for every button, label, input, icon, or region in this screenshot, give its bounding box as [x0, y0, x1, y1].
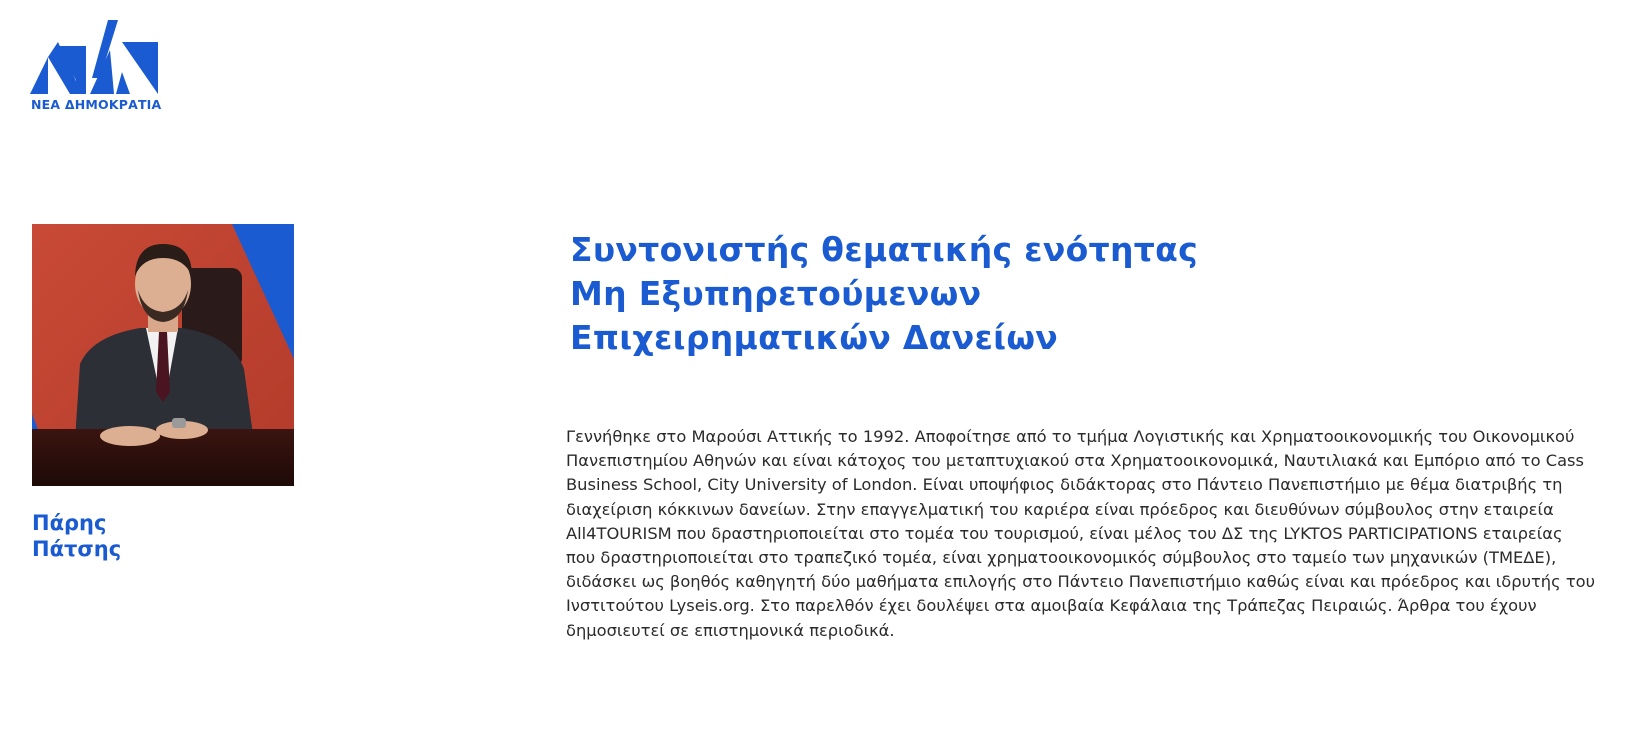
nea-dimokratia-logo[interactable] — [30, 20, 170, 120]
portrait-photo-icon — [32, 224, 294, 486]
role-title-line-1: Συντονιστής θεματικής ενότητας — [570, 230, 1198, 269]
nd-logo-icon — [30, 20, 170, 100]
person-last-name: Πάτσης — [32, 537, 122, 561]
role-title-line-3: Επιχειρηματικών Δανείων — [570, 318, 1059, 357]
profile-photo — [32, 224, 294, 486]
logo-wordmark: ΝΕΑ ΔΗΜΟΚΡΑΤΙΑ — [31, 97, 162, 112]
biography-text: Γεννήθηκε στο Μαρούσι Αττικής το 1992. Αποφοίτησε από το τμήμα Λογιστικής και Χρηματοοικονομικής του Οικονομικού Πανεπιστημίου Αθηνών και είναι κάτοχος του μεταπτυχιακού στα Χρηματοοικονομικά, Ναυτιλιακά και Εμπόριο από το Cass Business School, City University of London. Είναι υποψήφιος διδάκτορας στο Πάντειο Πανεπιστήμιο με θέμα διατριβής τη διαχείριση κόκκινων δανείων. Στην επαγγελματική του καριέρα είναι πρόεδρος και διευθύνων σύμβουλος στην εταιρεία All4TOURISM που δραστηριοποιείται στο τομέα του τουρισμού, είναι μέλος του ΔΣ της LYKTOS PARTICIPATIONS εταιρείας που δραστηριοποιείται στο τραπεζικό τομέα, είναι χρηματοοικονομικός σύμβουλος στο ταμείο των μηχανικών (ΤΜΕΔΕ), διδάσκει ως βοηθός καθηγητή δύο μαθήματα επιλογής στο Πάντειο Πανεπιστήμιο καθώς είναι και πρόεδρος και ιδρυτής του Ινστιτούτου Lyseis.org. Στο παρελθόν έχει δουλέψει στα αμοιβαία Κεφάλαια της Τράπεζας Πειραιώς. Άρθρα του έχουν δημοσιευτεί σε επιστημονικά περιοδικά. — [566, 427, 1596, 640]
person-first-name: Πάρης — [32, 511, 107, 535]
role-title-line-2: Μη Εξυπηρετούμενων — [570, 274, 982, 313]
person-name — [32, 510, 121, 562]
role-title — [570, 228, 1198, 360]
